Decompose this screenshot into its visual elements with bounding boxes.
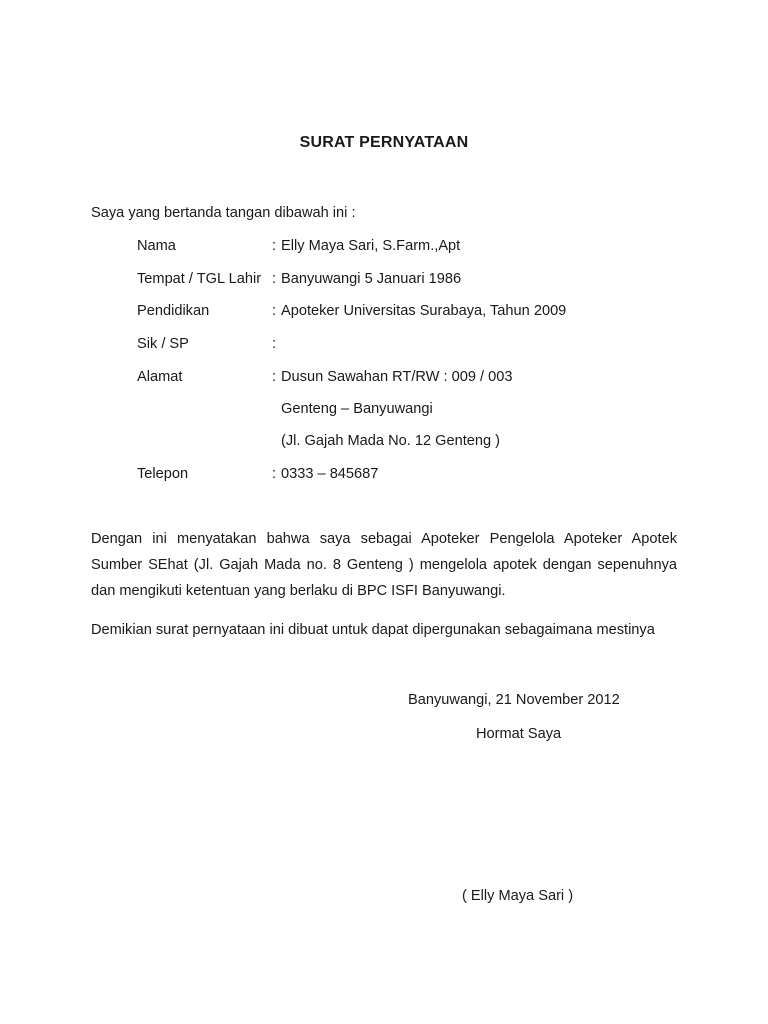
field-separator: : (272, 303, 277, 319)
field-separator: : (272, 238, 277, 254)
field-value-pendidikan: Apoteker Universitas Surabaya, Tahun 2009 (281, 303, 567, 319)
field-label-sik-sp: Sik / SP (137, 336, 189, 352)
document-title: SURAT PERNYATAAN (299, 134, 469, 151)
field-label-telepon: Telepon (137, 466, 189, 482)
statement-paragraph: Dengan ini menyatakan bahwa saya sebagai Apoteker Pengelola Apoteker Apotek Sumber SEhat (Jl. Gajah Mada no. 8 Genteng ) mengelola apotek dengan sepenuhnya dan mengikuti ketentuan yang berlaku di BPC ISFI Banyuwangi. (91, 531, 677, 599)
field-separator: : (272, 336, 277, 352)
field-value-telepon: 0333 – 845687 (281, 466, 379, 482)
field-value-tempat-tgl-lahir: Banyuwangi 5 Januari 1986 (281, 271, 462, 287)
signature-name: ( Elly Maya Sari ) (462, 888, 574, 904)
field-separator: : (272, 271, 277, 287)
signature-closing: Hormat Saya (476, 726, 562, 742)
field-value-alamat: Dusun Sawahan RT/RW : 009 / 003 (281, 369, 513, 385)
field-value-nama: Elly Maya Sari, S.Farm.,Apt (281, 238, 461, 254)
closing-statement-paragraph: Demikian surat pernyataan ini dibuat untuk dapat dipergunakan sebagaimana mestinya (91, 622, 655, 638)
field-label-tempat-tgl-lahir: Tempat / TGL Lahir (137, 271, 262, 287)
field-value-alamat-line-2: Genteng – Banyuwangi (281, 401, 433, 417)
field-label-pendidikan: Pendidikan (137, 303, 210, 319)
field-label-alamat: Alamat (137, 369, 183, 385)
intro-text: Saya yang bertanda tangan dibawah ini : (91, 205, 356, 221)
field-value-alamat-line-3: (Jl. Gajah Mada No. 12 Genteng ) (281, 433, 501, 449)
signature-place-date: Banyuwangi, 21 November 2012 (408, 692, 620, 708)
field-separator: : (272, 466, 277, 482)
field-label-nama: Nama (137, 238, 176, 254)
field-separator: : (272, 369, 277, 385)
